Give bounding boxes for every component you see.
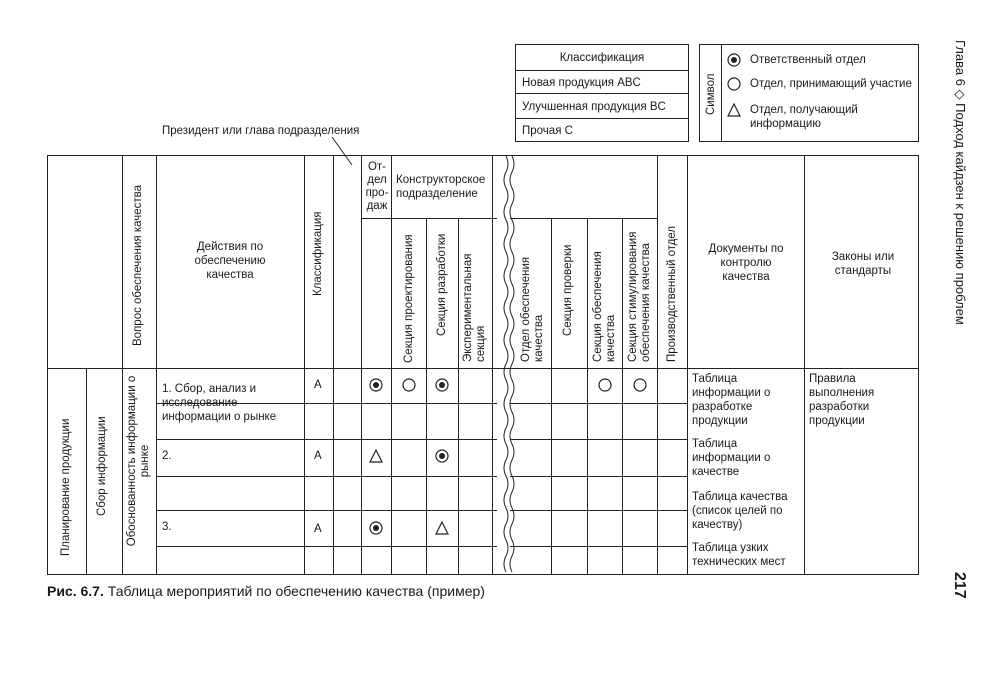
hdr-design-dept: Конструкторское подразделение: [396, 174, 486, 200]
filled-circle-icon: [435, 449, 449, 463]
row-2-action: 2.: [162, 450, 172, 462]
filled-circle-icon: [727, 53, 741, 67]
row-1-action: 1. Сбор, анализ и исследование информации о рынке: [162, 383, 277, 423]
triangle-icon: [369, 449, 383, 463]
hdr-qa-dept: Отдел обеспечения качества: [520, 256, 545, 362]
circle-icon: [598, 378, 612, 392]
class-row: Улучшенная продукция BC: [522, 101, 666, 113]
diagonal: [333, 156, 361, 218]
figure-caption: [47, 583, 485, 599]
hdr-laws: Законы или стандарты: [831, 251, 895, 277]
circle-icon: [633, 378, 647, 392]
hdr-design-section: Секция проектирования: [403, 234, 415, 363]
doc-item: Таблица узких технических мест: [692, 542, 786, 568]
triangle-icon: [727, 103, 741, 117]
row-2-class: A: [314, 450, 322, 462]
doc-item: Таблица информации о разработке продукции: [692, 373, 771, 427]
hdr-actions: Действия по обеспечению качества: [194, 241, 266, 281]
legend-text: Отдел, получающий информацию: [750, 104, 858, 130]
class-row: Прочая C: [522, 125, 573, 137]
circle-icon: [727, 77, 741, 91]
doc-item: Таблица информации о качестве: [692, 438, 771, 478]
classification-legend: [515, 44, 689, 142]
row-group-market: Обоснованность информации о рынке: [126, 375, 151, 547]
hdr-sales-dept: От- дел про- даж: [365, 161, 389, 212]
hdr-qa-stim-section: Секция стимулирования обеспечения качества: [627, 231, 652, 362]
class-row: Новая продукция ABC: [522, 77, 641, 89]
circle-icon: [402, 378, 416, 392]
hdr-classification: Классификация: [312, 211, 324, 296]
symbol-label: Символ: [705, 73, 717, 115]
classification-title: Классификация: [559, 52, 645, 64]
row-group-planning: Планирование продукции: [60, 418, 72, 556]
legend-text: Ответственный отдел: [750, 54, 866, 66]
row-1-class: A: [314, 379, 322, 391]
hdr-development-section: Секция разработки: [436, 233, 448, 336]
caption-text: Таблица мероприятий по обеспечению качества (пример): [107, 583, 485, 599]
page-number: 217: [951, 572, 968, 599]
row-group-info: Сбор информации: [96, 416, 108, 516]
row-3-class: A: [314, 523, 322, 535]
hdr-production-dept: Производственный отдел: [666, 225, 678, 362]
hdr-qa-section: Секция обеспечения качества: [592, 251, 617, 362]
filled-circle-icon: [369, 378, 383, 392]
symbol-legend: [699, 44, 919, 142]
doc-item: Таблица качества (список целей по качеству): [692, 491, 788, 531]
filled-circle-icon: [369, 521, 383, 535]
filled-circle-icon: [435, 378, 449, 392]
triangle-icon: [435, 521, 449, 535]
president-note: Президент или глава подразделения: [162, 125, 360, 137]
main-table: [47, 155, 919, 575]
row-3-action: 3.: [162, 521, 172, 533]
hdr-experimental-section: Экспериментальная секция: [462, 253, 487, 362]
side-header: Глава 6 ◇ Подход кайдзен к решению проблем: [953, 40, 968, 325]
legend-text: Отдел, принимающий участие: [750, 78, 912, 90]
hdr-quality-question: Вопрос обеспечения качества: [132, 184, 144, 346]
caption-number: Рис. 6.7.: [47, 583, 104, 599]
hdr-inspection-section: Секция проверки: [562, 244, 574, 336]
hdr-documents: Документы по контролю качества: [708, 243, 784, 283]
laws-item: Правила выполнения разработки продукции: [809, 373, 875, 427]
